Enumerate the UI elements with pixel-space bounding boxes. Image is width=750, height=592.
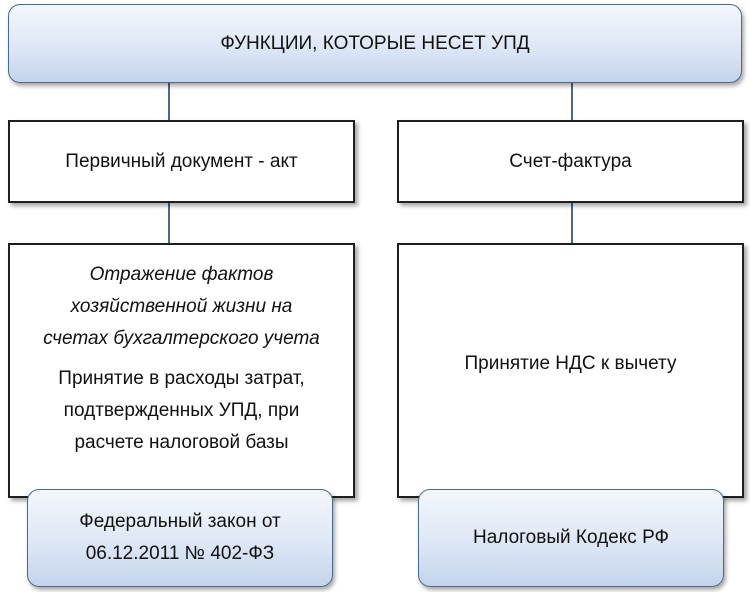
left-body-normal-line: расчете налоговой базы [74,432,289,453]
left-body-italic-line: хозяйственной жизни на [70,296,293,317]
connector-title-right [571,83,573,120]
title-text: ФУНКЦИИ, КОТОРЫЕ НЕСЕТ УПД [220,32,530,54]
left-header-text: Первичный документ - акт [65,150,298,172]
right-header-box [397,120,744,203]
connector-title-left [168,83,170,120]
title-box [8,4,742,83]
right-body-text: Принятие НДС к вычету [464,353,677,374]
right-law-text: Налоговый Кодекс РФ [473,527,669,548]
left-body-normal [58,363,304,459]
left-law-line: 06.12.2011 № 402-ФЗ [85,543,275,564]
left-law-box [27,489,333,587]
connector-right-header-body [571,203,573,243]
left-body-italic-line: Отражение фактов [89,264,274,285]
left-body-box [8,243,355,498]
right-law-box [418,489,724,587]
right-body-box [397,243,744,498]
left-header-box [8,120,355,203]
connector-left-header-body [168,203,170,243]
left-body-italic [43,259,319,355]
right-header-text: Счет-фактура [509,150,632,172]
left-body-italic-line: счетах бухгалтерского учета [43,328,320,349]
left-body-normal-line: подтвержденных УПД, при [63,400,300,421]
left-body-normal-line: Принятие в расходы затрат, [58,368,305,389]
left-law-line: Федеральный закон от [79,511,281,532]
